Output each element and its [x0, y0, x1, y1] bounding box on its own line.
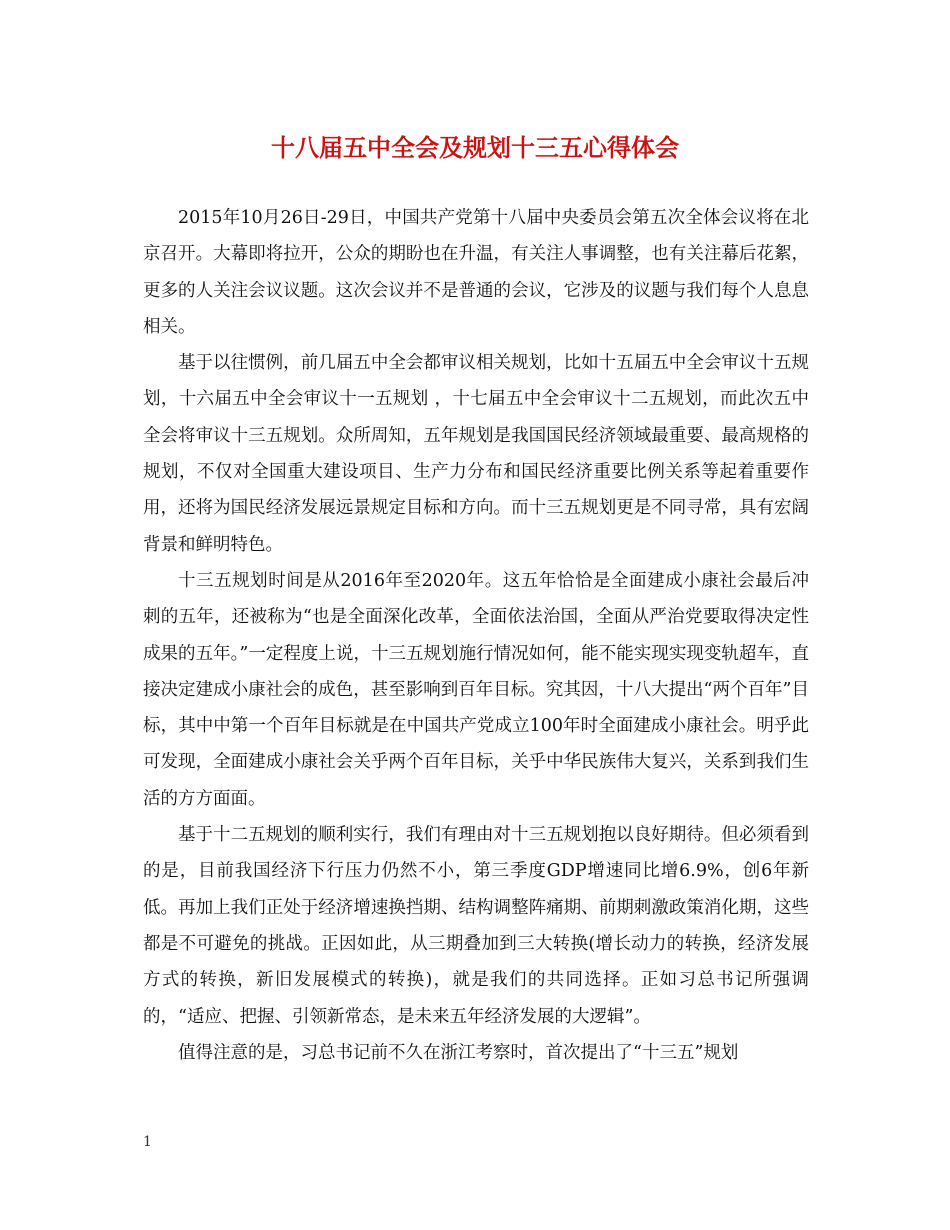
document-body [143, 200, 809, 1071]
paragraph-2: 基于以往惯例，前几届五中全会都审议相关规划，比如十五届五中全会审议十五规划，十六届五中全会审议十一五规划 ，十七届五中全会审议十二五规划，而此次五中全会将审议十三五规划。众所周知，五年规划是我国国民经济领域最重要、最高规格的规划，不仅对全国重大建设项目、生产力分布和国民经济重要比例关系等起着重要作用，还将为国民经济发展远景规定目标和方向。而十三五规划更是不同寻常，具有宏阔背景和鲜明特色。 [143, 353, 809, 555]
paragraph-5: 值得注意的是，习总书记前不久在浙江考察时，首次提出了“十三五”规划 [178, 1042, 739, 1063]
paragraph-1: 2015年10月26日-29日，中国共产党第十八届中央委员会第五次全体会议将在北京召开。大幕即将拉开，公众的期盼也在升温，有关注人事调整，也有关注幕后花絮，更多的人关注会议议题。这次会议并不是普通的会议，它涉及的议题与我们每个人息息相关。 [143, 208, 809, 337]
paragraph-3: 十三五规划时间是从2016年至2020年。这五年恰恰是全面建成小康社会最后冲刺的五年，还被称为“也是全面深化改革，全面依法治国，全面从严治党要取得决定性成果的五年。”一定程度上说，十三五规划施行情况如何，能不能实现实现变轨超车，直接决定建成小康社会的成色，甚至影响到百年目标。究其因，十八大提出“两个百年”目标，其中中第一个百年目标就是在中国共产党成立100年时全面建成小康社会。明乎此可发现，全面建成小康社会关乎两个百年目标，关乎中华民族伟大复兴，关系到我们生活的方方面面。 [143, 570, 809, 809]
page-number: 1 [143, 1134, 152, 1150]
document-title: 十八届五中全会及规划十三五心得体会 [271, 133, 679, 162]
paragraph-4: 基于十二五规划的顺利实行，我们有理由对十三五规划抱以良好期待。但必须看到的是，目前我国经济下行压力仍然不小，第三季度GDP增速同比增6.9%，创6年新低。再加上我们正处于经济增速换挡期、结构调整阵痛期、前期刺激政策消化期，这些都是不可避免的挑战。正因如此，从三期叠加到三大转换(增长动力的转换，经济发展方式的转换，新旧发展模式的转换)，就是我们的共同选择。正如习总书记所强调的，“适应、把握、引领新常态，是未来五年经济发展的大逻辑”。 [143, 825, 809, 1027]
